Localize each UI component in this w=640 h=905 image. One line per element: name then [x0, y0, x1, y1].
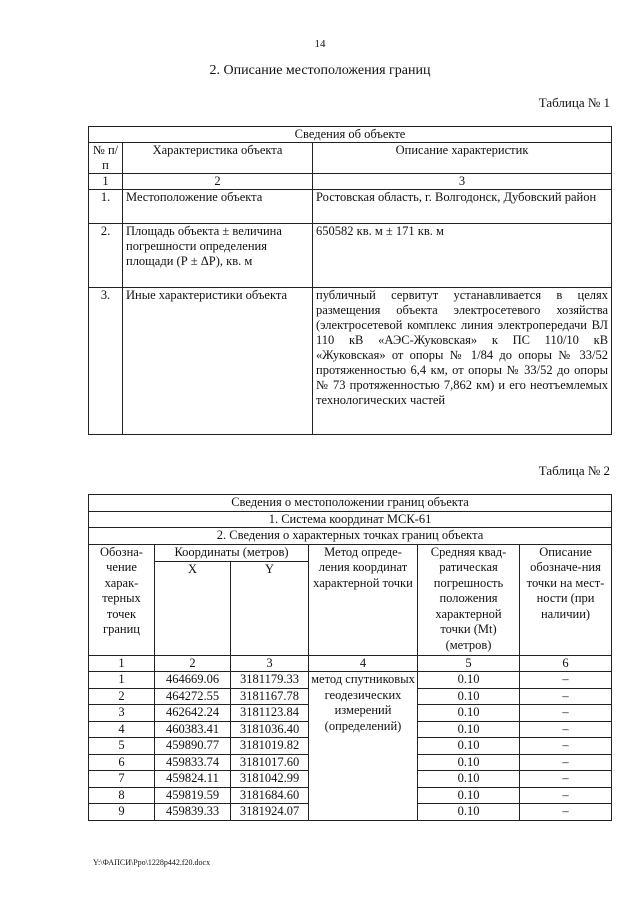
points-subtitle: 2. Сведения о характерных точках границ объекта [89, 528, 612, 545]
header-characteristic: Характеристика объекта [123, 143, 313, 174]
table-row: 3 462642.24 3181123.84 0.10 – [89, 705, 612, 722]
table-row: 8 459819.59 3181684.60 0.10 – [89, 787, 612, 804]
table-row: 4 460383.41 3181036.40 0.10 – [89, 721, 612, 738]
table-row: 2. Площадь объекта ± величина погрешности определения площади (Р ± ΔР), кв. м 650582 кв. м ± 171 кв. м [89, 224, 612, 288]
colnum-1: 1 [89, 174, 123, 190]
table2-label: Таблица № 2 [538, 463, 610, 478]
header-error: Средняя квад-ратическая погрешность положения характерной точки (Мt) (метров) [418, 544, 520, 655]
section-heading: 2. Описание местоположения границ [209, 63, 431, 78]
table-row: 3. Иные характеристики объекта публичный сервитут устанавливается в целях размещения объекта электросетевого хозяйства (электросетевой комплекс линия электропередачи ВЛ 110 кВ «АЭС-Жуковская» к ПС 110/10 кВ «Жуковская» от опоры № 1/84 до опоры № 33/52 протяженностью 6,4 км, от опоры № 33/52 до опоры № 73 протяженностью 7,862 км) и его неотъемлемых технологических частей [89, 288, 612, 435]
file-path-footer: Y:\ФАПСИ\Рро\1228р442.f20.docx [93, 858, 211, 867]
page-number: 14 [314, 38, 326, 50]
header-desc: Описание обозначе-ния точки на мест-ности (при наличии) [520, 544, 612, 655]
table-row: 9 459839.33 3181924.07 0.10 – [89, 804, 612, 821]
header-point: Обозна-чение харак-терных точек границ [89, 544, 155, 655]
boundary-points-table: Сведения о местоположении границ объекта 1. Система координат МСК-61 2. Сведения о характерных точках границ объекта Обозна-чение харак-терных точек границ Координаты (метров) Метод опреде-ления координат характерной точки Средняя квад-ратическая погрешность положения характерной точки (Мt) (метров) Описание обозначе-ния точки на мест-ности (при наличии) X Y 1 2 3 4 5 6 1 464669.06 3181179.33 метод спутниковых геодезических измерений (определений) 0.10 – 2 464272.55 3181167.78 0.10 – 3 462642.24 3181123.84 0.10 – 4 460383.41 3181036.40 0.10 – 5 459890.77 3181019.82 0.10 – 6 459833.74 3181017.60 0.10 – 7 459824.11 3181042.99 0.10 – 8 459819.59 3181684.60 0.10 – 9 459839.33 3181924.07 0.10 – [88, 494, 612, 821]
table-row: 2 464272.55 3181167.78 0.10 – [89, 688, 612, 705]
table-row: 5 459890.77 3181019.82 0.10 – [89, 738, 612, 755]
header-num: № п/п [89, 143, 123, 174]
header-x: X [155, 561, 231, 655]
colnum-3: 3 [313, 174, 612, 190]
coordinate-system: 1. Система координат МСК-61 [89, 511, 612, 528]
header-method: Метод опреде-ления координат характерной точки [309, 544, 418, 655]
table1-label: Таблица № 1 [538, 95, 610, 110]
table2-title: Сведения о местоположении границ объекта [89, 495, 612, 512]
header-y: Y [231, 561, 309, 655]
method-cell: метод спутниковых геодезических измерений (определений) [309, 672, 418, 821]
table-row: 6 459833.74 3181017.60 0.10 – [89, 754, 612, 771]
table1-title: Сведения об объекте [89, 127, 612, 143]
table-row: 1 464669.06 3181179.33 метод спутниковых геодезических измерений (определений) 0.10 – [89, 672, 612, 689]
table-row: 7 459824.11 3181042.99 0.10 – [89, 771, 612, 788]
object-info-table [88, 126, 612, 435]
table-row: 1. Местоположение объекта Ростовская область, г. Волгодонск, Дубовский район [89, 190, 612, 224]
header-coords: Координаты (метров) [155, 544, 309, 561]
colnum-2: 2 [123, 174, 313, 190]
header-description: Описание характеристик [313, 143, 612, 174]
